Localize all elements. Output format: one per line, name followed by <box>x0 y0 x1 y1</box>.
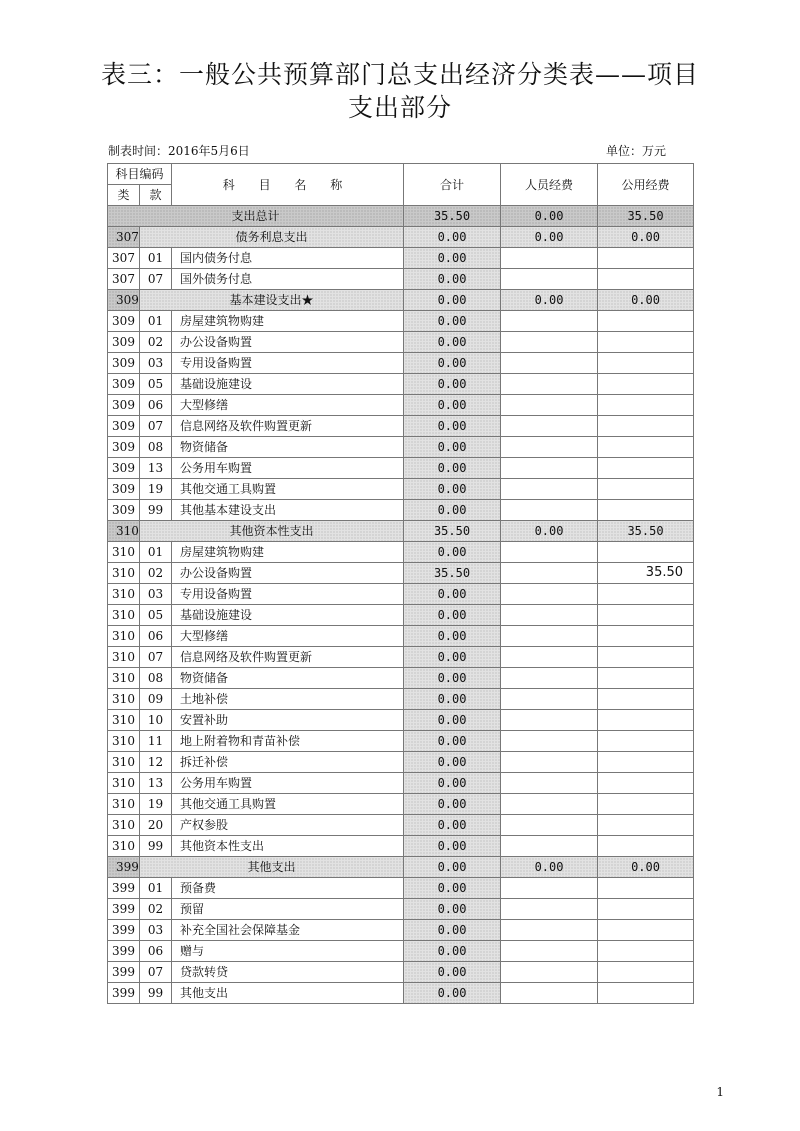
table-row <box>108 395 694 416</box>
row-lei: 399 <box>108 941 140 962</box>
row-personnel <box>501 836 598 857</box>
row-total: 0.00 <box>404 899 501 920</box>
row-personnel <box>501 752 598 773</box>
row-personnel <box>501 437 598 458</box>
row-lei: 309 <box>108 437 140 458</box>
row-name: 其他交通工具购置 <box>172 794 404 815</box>
category-personnel: 0.00 <box>501 857 598 878</box>
row-name: 大型修缮 <box>172 395 404 416</box>
category-total: 0.00 <box>404 857 501 878</box>
row-name: 公务用车购置 <box>172 773 404 794</box>
table-row <box>108 752 694 773</box>
table-row <box>108 836 694 857</box>
row-total: 0.00 <box>404 773 501 794</box>
row-lei: 309 <box>108 353 140 374</box>
header-row-1 <box>108 164 694 185</box>
row-lei: 310 <box>108 794 140 815</box>
row-name: 基础设施建设 <box>172 374 404 395</box>
row-public <box>598 920 694 941</box>
row-lei: 310 <box>108 647 140 668</box>
category-row <box>108 521 694 542</box>
table-row <box>108 605 694 626</box>
date-label: 制表时间：2016年5月6日 <box>108 144 250 158</box>
row-kuan: 02 <box>140 332 172 353</box>
category-row <box>108 290 694 311</box>
row-personnel <box>501 584 598 605</box>
row-total: 0.00 <box>404 584 501 605</box>
table-row <box>108 941 694 962</box>
row-kuan: 05 <box>140 605 172 626</box>
row-lei: 309 <box>108 416 140 437</box>
row-total: 0.00 <box>404 332 501 353</box>
row-public <box>598 395 694 416</box>
category-code: 310 <box>108 521 140 542</box>
table-row <box>108 584 694 605</box>
category-name: 债务利息支出 <box>140 227 404 248</box>
row-name: 专用设备购置 <box>172 353 404 374</box>
header-lei: 类 <box>108 185 140 206</box>
table-row <box>108 563 694 584</box>
row-personnel <box>501 941 598 962</box>
row-public <box>598 479 694 500</box>
table-row <box>108 269 694 290</box>
row-total: 0.00 <box>404 311 501 332</box>
row-public <box>598 878 694 899</box>
row-kuan: 07 <box>140 962 172 983</box>
row-public <box>598 710 694 731</box>
row-personnel <box>501 542 598 563</box>
row-public <box>598 899 694 920</box>
row-public <box>598 458 694 479</box>
row-name: 赠与 <box>172 941 404 962</box>
grand-total-row <box>108 206 694 227</box>
row-public <box>598 248 694 269</box>
row-lei: 309 <box>108 395 140 416</box>
row-public <box>598 647 694 668</box>
table-row <box>108 437 694 458</box>
row-personnel <box>501 416 598 437</box>
table-row <box>108 773 694 794</box>
row-kuan: 09 <box>140 689 172 710</box>
category-personnel: 0.00 <box>501 227 598 248</box>
row-personnel <box>501 395 598 416</box>
row-lei: 310 <box>108 584 140 605</box>
row-kuan: 11 <box>140 731 172 752</box>
row-personnel <box>501 920 598 941</box>
row-public <box>598 773 694 794</box>
table-row <box>108 500 694 521</box>
table-row <box>108 920 694 941</box>
row-lei: 310 <box>108 668 140 689</box>
row-name: 贷款转贷 <box>172 962 404 983</box>
row-name: 房屋建筑物购建 <box>172 542 404 563</box>
table-row <box>108 374 694 395</box>
row-personnel <box>501 815 598 836</box>
row-lei: 310 <box>108 563 140 584</box>
table-row <box>108 899 694 920</box>
row-public <box>598 941 694 962</box>
row-public <box>598 353 694 374</box>
row-public <box>598 752 694 773</box>
row-name: 地上附着物和青苗补偿 <box>172 731 404 752</box>
row-total: 0.00 <box>404 605 501 626</box>
row-kuan: 03 <box>140 920 172 941</box>
row-total: 0.00 <box>404 878 501 899</box>
row-name: 大型修缮 <box>172 626 404 647</box>
category-name: 其他支出 <box>140 857 404 878</box>
row-lei: 309 <box>108 458 140 479</box>
row-total: 0.00 <box>404 479 501 500</box>
header-public: 公用经费 <box>598 164 694 206</box>
row-lei: 310 <box>108 605 140 626</box>
row-name: 信息网络及软件购置更新 <box>172 647 404 668</box>
table-row <box>108 878 694 899</box>
row-public <box>598 962 694 983</box>
row-kuan: 10 <box>140 710 172 731</box>
table-row <box>108 794 694 815</box>
row-personnel <box>501 458 598 479</box>
row-kuan: 08 <box>140 437 172 458</box>
expenditure-table <box>107 163 694 1004</box>
row-lei: 310 <box>108 815 140 836</box>
row-total: 0.00 <box>404 416 501 437</box>
row-lei: 310 <box>108 731 140 752</box>
category-code: 307 <box>108 227 140 248</box>
row-lei: 309 <box>108 332 140 353</box>
row-public <box>598 815 694 836</box>
row-lei: 399 <box>108 899 140 920</box>
row-kuan: 01 <box>140 542 172 563</box>
row-kuan: 13 <box>140 773 172 794</box>
row-kuan: 02 <box>140 899 172 920</box>
row-public <box>598 332 694 353</box>
row-name: 公务用车购置 <box>172 458 404 479</box>
row-total: 0.00 <box>404 752 501 773</box>
row-kuan: 99 <box>140 836 172 857</box>
category-name: 其他资本性支出 <box>140 521 404 542</box>
row-personnel <box>501 479 598 500</box>
category-code: 309 <box>108 290 140 311</box>
row-kuan: 06 <box>140 941 172 962</box>
row-total: 0.00 <box>404 395 501 416</box>
header-kuan: 款 <box>140 185 172 206</box>
row-name: 基础设施建设 <box>172 605 404 626</box>
category-personnel: 0.00 <box>501 290 598 311</box>
row-lei: 310 <box>108 710 140 731</box>
row-name: 国外债务付息 <box>172 269 404 290</box>
table-row <box>108 668 694 689</box>
row-kuan: 08 <box>140 668 172 689</box>
row-name: 其他支出 <box>172 983 404 1004</box>
row-kuan: 20 <box>140 815 172 836</box>
row-name: 其他基本建设支出 <box>172 500 404 521</box>
row-kuan: 19 <box>140 794 172 815</box>
row-kuan: 99 <box>140 500 172 521</box>
row-total: 0.00 <box>404 836 501 857</box>
table-row <box>108 815 694 836</box>
row-lei: 399 <box>108 983 140 1004</box>
table-row <box>108 689 694 710</box>
row-kuan: 07 <box>140 416 172 437</box>
table-row <box>108 710 694 731</box>
row-total: 35.50 <box>404 563 501 584</box>
row-public <box>598 437 694 458</box>
row-kuan: 99 <box>140 983 172 1004</box>
row-total: 0.00 <box>404 353 501 374</box>
grand-total-label: 支出总计 <box>108 206 404 227</box>
title-line-1: 表三：一般公共预算部门总支出经济分类表——项目 <box>100 60 699 89</box>
row-public <box>598 836 694 857</box>
grand-total-public: 35.50 <box>598 206 694 227</box>
title-line-2: 支出部分 <box>347 93 452 122</box>
row-lei: 309 <box>108 374 140 395</box>
category-public: 0.00 <box>598 227 694 248</box>
row-personnel <box>501 794 598 815</box>
row-name: 物资储备 <box>172 437 404 458</box>
row-total: 0.00 <box>404 983 501 1004</box>
row-personnel <box>501 647 598 668</box>
row-lei: 310 <box>108 542 140 563</box>
category-public: 0.00 <box>598 290 694 311</box>
header-name: 科 目 名 称 <box>172 164 404 206</box>
row-lei: 309 <box>108 500 140 521</box>
row-public <box>598 794 694 815</box>
row-kuan: 03 <box>140 584 172 605</box>
row-personnel <box>501 689 598 710</box>
row-personnel <box>501 668 598 689</box>
row-total: 0.00 <box>404 248 501 269</box>
row-public <box>598 668 694 689</box>
category-personnel: 0.00 <box>501 521 598 542</box>
category-total: 0.00 <box>404 227 501 248</box>
row-public: 35.50 <box>598 563 694 584</box>
table-row <box>108 647 694 668</box>
table-row <box>108 731 694 752</box>
page-number: 1 <box>716 1085 724 1099</box>
table-row <box>108 248 694 269</box>
row-personnel <box>501 374 598 395</box>
row-public <box>598 311 694 332</box>
category-code: 399 <box>108 857 140 878</box>
row-kuan: 19 <box>140 479 172 500</box>
row-kuan: 03 <box>140 353 172 374</box>
row-total: 0.00 <box>404 962 501 983</box>
row-kuan: 01 <box>140 248 172 269</box>
row-total: 0.00 <box>404 437 501 458</box>
row-public <box>598 269 694 290</box>
row-kuan: 13 <box>140 458 172 479</box>
grand-total-amount: 35.50 <box>404 206 501 227</box>
row-total: 0.00 <box>404 542 501 563</box>
row-personnel <box>501 899 598 920</box>
row-lei: 309 <box>108 479 140 500</box>
row-kuan: 07 <box>140 647 172 668</box>
row-personnel <box>501 878 598 899</box>
row-name: 预留 <box>172 899 404 920</box>
row-lei: 310 <box>108 689 140 710</box>
table-row <box>108 542 694 563</box>
row-total: 0.00 <box>404 731 501 752</box>
table-row <box>108 332 694 353</box>
row-public <box>598 542 694 563</box>
table-row <box>108 311 694 332</box>
row-kuan: 01 <box>140 311 172 332</box>
category-total: 0.00 <box>404 290 501 311</box>
row-lei: 310 <box>108 752 140 773</box>
table-row <box>108 626 694 647</box>
row-public <box>598 983 694 1004</box>
row-public <box>598 374 694 395</box>
row-lei: 399 <box>108 962 140 983</box>
row-lei: 310 <box>108 773 140 794</box>
row-total: 0.00 <box>404 626 501 647</box>
row-name: 安置补助 <box>172 710 404 731</box>
header-code: 科目编码 <box>108 164 172 185</box>
table-row <box>108 458 694 479</box>
table-row <box>108 416 694 437</box>
category-row <box>108 857 694 878</box>
row-name: 拆迁补偿 <box>172 752 404 773</box>
row-personnel <box>501 731 598 752</box>
row-name: 其他交通工具购置 <box>172 479 404 500</box>
category-row <box>108 227 694 248</box>
unit-label: 单位：万元 <box>605 144 666 158</box>
row-kuan: 05 <box>140 374 172 395</box>
row-lei: 310 <box>108 626 140 647</box>
row-total: 0.00 <box>404 689 501 710</box>
row-public <box>598 500 694 521</box>
row-name: 办公设备购置 <box>172 563 404 584</box>
row-public <box>598 416 694 437</box>
row-personnel <box>501 269 598 290</box>
header-personnel: 人员经费 <box>501 164 598 206</box>
row-total: 0.00 <box>404 374 501 395</box>
document-title <box>60 58 740 124</box>
row-lei: 307 <box>108 269 140 290</box>
row-personnel <box>501 332 598 353</box>
row-public <box>598 689 694 710</box>
row-lei: 307 <box>108 248 140 269</box>
category-name: 基本建设支出★ <box>140 290 404 311</box>
row-kuan: 06 <box>140 626 172 647</box>
row-kuan: 07 <box>140 269 172 290</box>
table-row <box>108 983 694 1004</box>
category-total: 35.50 <box>404 521 501 542</box>
row-personnel <box>501 983 598 1004</box>
row-name: 房屋建筑物购建 <box>172 311 404 332</box>
row-name: 土地补偿 <box>172 689 404 710</box>
row-personnel <box>501 962 598 983</box>
row-kuan: 12 <box>140 752 172 773</box>
table-row <box>108 962 694 983</box>
grand-total-personnel: 0.00 <box>501 206 598 227</box>
row-name: 预备费 <box>172 878 404 899</box>
row-personnel <box>501 710 598 731</box>
category-public: 35.50 <box>598 521 694 542</box>
category-public: 0.00 <box>598 857 694 878</box>
row-kuan: 06 <box>140 395 172 416</box>
row-name: 信息网络及软件购置更新 <box>172 416 404 437</box>
row-total: 0.00 <box>404 941 501 962</box>
row-personnel <box>501 605 598 626</box>
row-kuan: 02 <box>140 563 172 584</box>
row-total: 0.00 <box>404 269 501 290</box>
table-row <box>108 353 694 374</box>
row-name: 办公设备购置 <box>172 332 404 353</box>
row-total: 0.00 <box>404 668 501 689</box>
row-name: 产权参股 <box>172 815 404 836</box>
row-name: 物资储备 <box>172 668 404 689</box>
row-total: 0.00 <box>404 920 501 941</box>
row-personnel <box>501 248 598 269</box>
row-personnel <box>501 626 598 647</box>
row-personnel <box>501 773 598 794</box>
row-public <box>598 584 694 605</box>
row-personnel <box>501 500 598 521</box>
row-personnel <box>501 563 598 584</box>
row-total: 0.00 <box>404 458 501 479</box>
row-name: 其他资本性支出 <box>172 836 404 857</box>
row-name: 专用设备购置 <box>172 584 404 605</box>
row-total: 0.00 <box>404 710 501 731</box>
row-lei: 310 <box>108 836 140 857</box>
row-personnel <box>501 353 598 374</box>
row-total: 0.00 <box>404 647 501 668</box>
row-total: 0.00 <box>404 794 501 815</box>
row-public <box>598 626 694 647</box>
row-total: 0.00 <box>404 815 501 836</box>
row-lei: 399 <box>108 878 140 899</box>
row-kuan: 01 <box>140 878 172 899</box>
row-total: 0.00 <box>404 500 501 521</box>
row-public <box>598 731 694 752</box>
row-name: 补充全国社会保障基金 <box>172 920 404 941</box>
table-row <box>108 479 694 500</box>
row-public <box>598 605 694 626</box>
header-total: 合计 <box>404 164 501 206</box>
row-lei: 309 <box>108 311 140 332</box>
row-name: 国内债务付息 <box>172 248 404 269</box>
row-personnel <box>501 311 598 332</box>
row-lei: 399 <box>108 920 140 941</box>
